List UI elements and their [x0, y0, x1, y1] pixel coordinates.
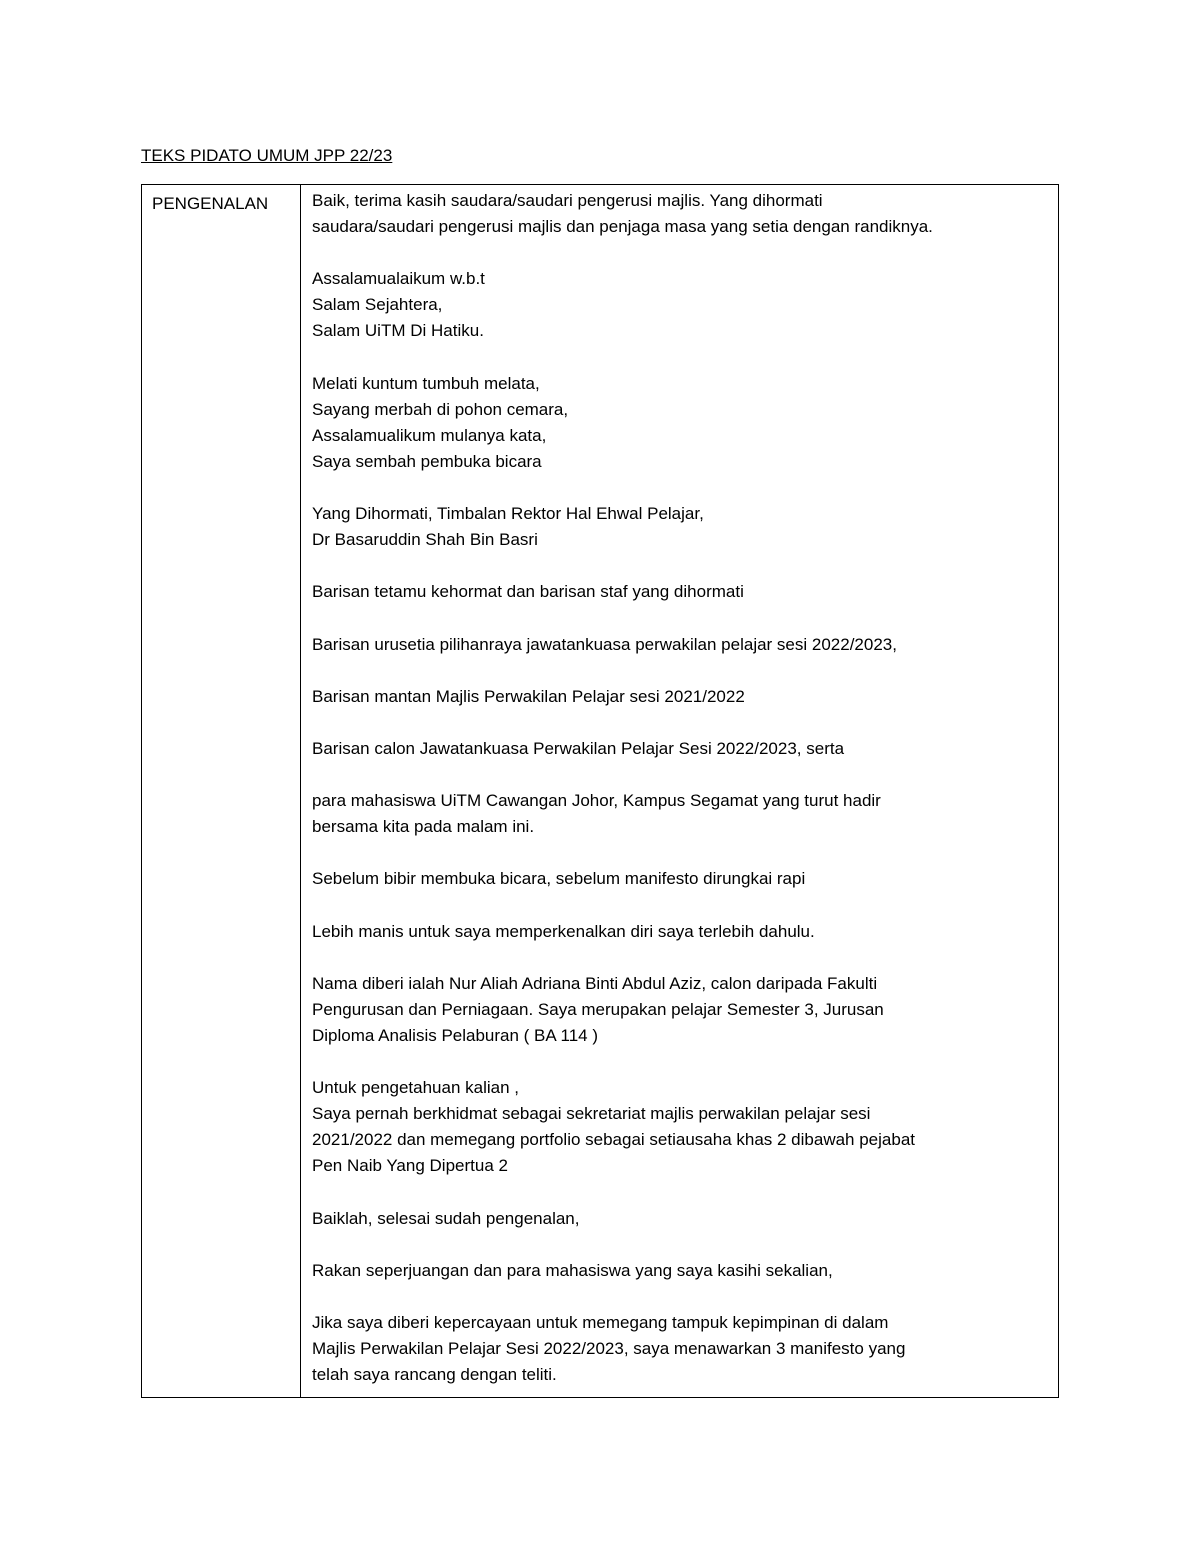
speech-content [312, 188, 1047, 1388]
speech-line: Jika saya diberi kepercayaan untuk memegang tampuk kepimpinan di dalam [312, 1313, 889, 1333]
speech-line: Pengurusan dan Perniagaan. Saya merupakan pelajar Semester 3, Jurusan [312, 999, 884, 1019]
speech-line: Melati kuntum tumbuh melata, [312, 373, 540, 393]
blank-line [312, 893, 1047, 919]
speech-line: Barisan urusetia pilihanraya jawatankuasa perwakilan pelajar sesi 2022/2023, [312, 634, 897, 654]
blank-line [312, 762, 1047, 788]
speech-line: Lebih manis untuk saya memperkenalkan diri saya terlebih dahulu. [312, 921, 815, 941]
blank-line [312, 606, 1047, 632]
speech-line: Sayang merbah di pohon cemara, [312, 399, 569, 419]
speech-line: Diploma Analisis Pelaburan ( BA 114 ) [312, 1026, 599, 1045]
speech-line: Majlis Perwakilan Pelajar Sesi 2022/2023, saya menawarkan 3 manifesto yang [312, 1339, 906, 1359]
speech-line: Barisan calon Jawatankuasa Perwakilan Pelajar Sesi 2022/2023, serta [312, 738, 845, 758]
blank-line [312, 475, 1047, 501]
blank-line [312, 1284, 1047, 1310]
blank-line [312, 240, 1047, 266]
section-label: PENGENALAN [152, 194, 269, 213]
speech-line: para mahasiswa UiTM Cawangan Johor, Kampus Segamat yang turut hadir [312, 791, 881, 811]
speech-line: Salam Sejahtera, [312, 295, 443, 315]
blank-line [312, 658, 1047, 684]
page-title: TEKS PIDATO UMUM JPP 22/23 [141, 146, 393, 165]
speech-line: Barisan mantan Majlis Perwakilan Pelajar sesi 2021/2022 [312, 686, 745, 706]
column-divider [300, 185, 301, 1397]
blank-line [312, 553, 1047, 579]
speech-line: Barisan tetamu kehormat dan barisan staf yang dihormati [312, 582, 744, 602]
blank-line [312, 840, 1047, 866]
speech-line: Yang Dihormati, Timbalan Rektor Hal Ehwal Pelajar, [312, 504, 704, 524]
speech-line: Saya sembah pembuka bicara [312, 451, 542, 471]
blank-line [312, 710, 1047, 736]
speech-line: telah saya rancang dengan teliti. [312, 1365, 557, 1385]
speech-line: Baik, terima kasih saudara/saudari pengerusi majlis. Yang dihormati [312, 191, 823, 210]
speech-line: Sebelum bibir membuka bicara, sebelum manifesto dirungkai rapi [312, 869, 806, 889]
blank-line [312, 1232, 1047, 1258]
blank-line [312, 945, 1047, 971]
speech-line: Pen Naib Yang Dipertua 2 [312, 1156, 508, 1176]
speech-line: 2021/2022 dan memegang portfolio sebagai setiausaha khas 2 dibawah pejabat [312, 1130, 916, 1150]
speech-line: Rakan seperjuangan dan para mahasiswa yang saya kasihi sekalian, [312, 1260, 833, 1280]
speech-line: Nama diberi ialah Nur Aliah Adriana Binti Abdul Aziz, calon daripada Fakulti [312, 973, 878, 993]
speech-line: Untuk pengetahuan kalian , [312, 1078, 519, 1098]
speech-line: saudara/saudari pengerusi majlis dan penjaga masa yang setia dengan randiknya. [312, 217, 933, 237]
speech-line: Baiklah, selesai sudah pengenalan, [312, 1208, 580, 1228]
speech-line: bersama kita pada malam ini. [312, 817, 535, 837]
blank-line [312, 1049, 1047, 1075]
blank-line [312, 345, 1047, 371]
speech-line: Dr Basaruddin Shah Bin Basri [312, 530, 538, 550]
speech-line: Assalamualikum mulanya kata, [312, 425, 547, 445]
speech-line: Saya pernah berkhidmat sebagai sekretariat majlis perwakilan pelajar sesi [312, 1104, 871, 1124]
speech-line: Salam UiTM Di Hatiku. [312, 321, 484, 341]
speech-line: Assalamualaikum w.b.t [312, 269, 485, 289]
speech-table [141, 184, 1059, 1398]
blank-line [312, 1180, 1047, 1206]
